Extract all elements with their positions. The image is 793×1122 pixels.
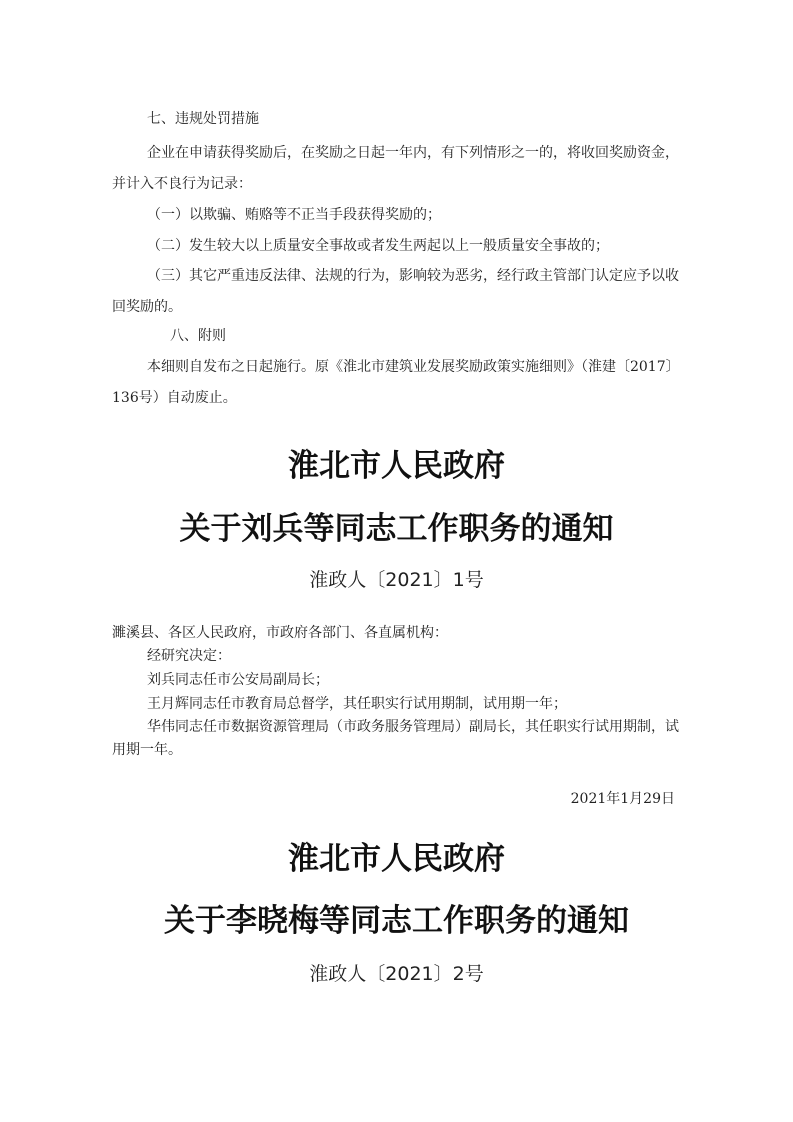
notice1-decision: 经研究决定： — [147, 648, 231, 664]
section7-item-2: （二）发生较大以上质量安全事故或者发生两起以上一般质量安全事故的； — [147, 238, 609, 254]
notice1-item-3: 华伟同志任市数据资源管理局（市政务服务管理局）副局长，其任职实行试用期制，试 — [147, 719, 679, 735]
notice2-title: 关于李晓梅等同志工作职务的通知 — [164, 903, 629, 939]
section7-heading: 七、违规处罚措施 — [147, 111, 259, 127]
section7-item-3: （三）其它严重违反法律、法规的行为，影响较为恶劣，经行政主管部门认定应予以收 — [147, 268, 679, 284]
notice1-item-2: 王月辉同志任市教育局总督学，其任职实行试用期制，试用期一年； — [147, 696, 567, 712]
section7-item-3-cont: 回奖励的。 — [112, 299, 182, 315]
section8-heading: 八、附则 — [170, 328, 226, 344]
section7-item-1: （一）以欺骗、贿赂等不正当手段获得奖励的； — [147, 207, 441, 223]
section8-line1: 本细则自发布之日起施行。原《淮北市建筑业发展奖励政策实施细则》（淮建〔2017〕 — [147, 359, 680, 375]
notice1-title: 关于刘兵等同志工作职务的通知 — [179, 511, 614, 547]
notice2-issuer: 淮北市人民政府 — [288, 841, 505, 877]
section8-line2: 136号）自动废止。 — [112, 390, 237, 406]
section7-intro-line2: 并计入不良行为记录： — [112, 176, 252, 192]
notice1-addressee: 濉溪县、各区人民政府，市政府各部门、各直属机构： — [112, 625, 448, 641]
section7-intro-line1: 企业在申请获得奖励后，在奖励之日起一年内，有下列情形之一的，将收回奖励资金， — [147, 145, 679, 161]
notice1-date: 2021年1月29日 — [570, 791, 675, 807]
notice1-issuer: 淮北市人民政府 — [288, 448, 505, 484]
notice1-doc-no: 淮政人〔2021〕1号 — [309, 569, 484, 591]
notice2-doc-no: 淮政人〔2021〕2号 — [309, 963, 484, 985]
notice1-item-3-cont: 用期一年。 — [112, 742, 182, 758]
notice1-item-1: 刘兵同志任市公安局副局长； — [147, 672, 329, 688]
